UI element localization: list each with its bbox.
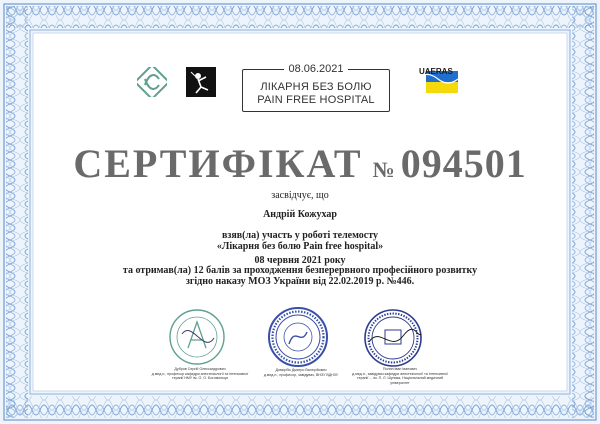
participation-text: взяв(ла) участь у роботі телемосту: [221, 230, 379, 241]
points-text: та отримав(ла) 12 балів за проходження безперервного професійного розвитку: [122, 265, 478, 276]
signatory-name: Дубров Сергій Олександрович: [174, 367, 226, 371]
signatory-name: Пилип Іван Іванович: [382, 367, 418, 371]
signatory-name: Доморбік Дмитро Валерійович: [275, 368, 327, 372]
event-name-en: PAIN FREE HOSPITAL: [257, 94, 375, 106]
certificate-title: [0, 140, 600, 187]
event-name-ua: ЛІКАРНЯ БЕЗ БОЛЮ: [260, 81, 372, 93]
order-text: згідно наказу МОЗ України від 22.02.2019 р. №446.: [185, 276, 415, 287]
seal-stamp-1: [168, 308, 226, 366]
signatory-title: д.мед.н., професор кафедри анестезіології та інтенсивної терапії НМУ ім. О. О. Богомольця: [151, 371, 249, 381]
uaeras-logo: [418, 65, 458, 95]
event-title-box: [242, 62, 390, 112]
pain-logo: [186, 67, 216, 97]
certifies-text: засвідчує, що: [271, 190, 329, 201]
event-date: 08.06.2021: [242, 62, 390, 76]
event-date-text: 08 червня 2021 року: [254, 255, 346, 266]
uaeras-logo-text: UAERAS: [419, 67, 453, 76]
recipient-name: Андрій Кожухар: [263, 209, 337, 220]
signature-block-2: [255, 368, 347, 377]
figure-icon: [186, 67, 216, 97]
signature-block-3: [350, 367, 450, 385]
certificate-number: 094501: [400, 141, 527, 186]
signatory-title: д.мед.н., професор, завідувач, ВНЗУ ВДНЗУ: [263, 372, 339, 377]
event-name-text: «Лікарня без болю Pain free hospital»: [216, 241, 384, 252]
title-word: СЕРТИФІКАТ: [73, 141, 363, 186]
signature-block-1: [150, 367, 250, 381]
seal-stamp-2: [267, 306, 329, 368]
association-logo: [137, 67, 167, 97]
number-sign: №: [372, 157, 395, 182]
signatory-title: д.мед.н., завідувач кафедри анестезіології та інтенсивної терапії ... ім. П. Л. Шупика, Національний медичний університет: [352, 371, 448, 385]
seal-stamp-3: [363, 308, 423, 368]
